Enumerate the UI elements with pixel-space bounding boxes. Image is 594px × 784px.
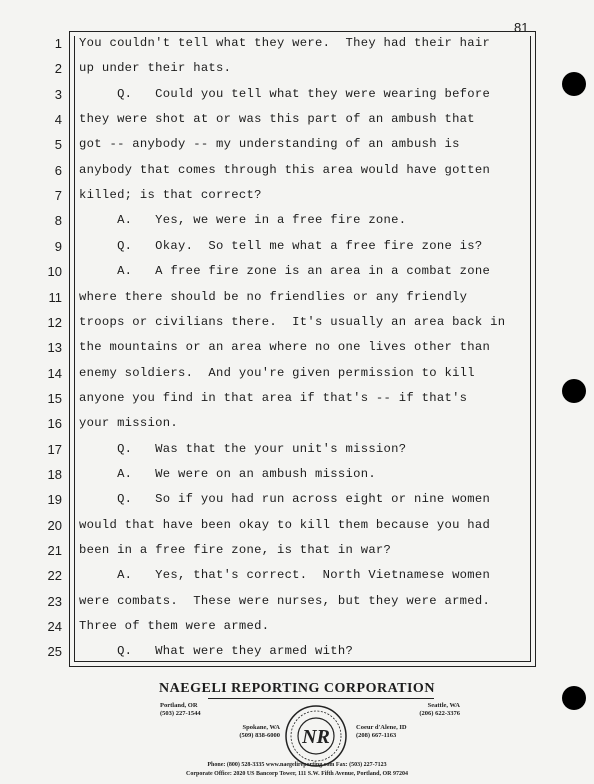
transcript-line bbox=[0, 163, 536, 183]
office-phone: (503) 227-1544 bbox=[160, 710, 201, 717]
line-number: 4 bbox=[54, 112, 62, 128]
transcript-line bbox=[0, 366, 536, 386]
page-number: 81 bbox=[514, 20, 529, 35]
line-text: your mission. bbox=[79, 416, 178, 431]
transcript-line bbox=[0, 416, 536, 436]
line-number: 10 bbox=[47, 264, 62, 280]
transcript-line bbox=[0, 442, 536, 462]
office-phone: (208) 667-1163 bbox=[356, 732, 397, 739]
office-city: Spokane, WA bbox=[242, 724, 280, 731]
line-number: 25 bbox=[47, 644, 62, 660]
line-number: 14 bbox=[47, 365, 62, 381]
line-text: Q. What were they armed with? bbox=[79, 644, 354, 659]
line-text: got -- anybody -- my understanding of an ambush is bbox=[79, 137, 460, 152]
line-number: 11 bbox=[48, 289, 62, 305]
line-text: A. We were on an ambush mission. bbox=[79, 466, 376, 481]
line-number: 22 bbox=[47, 568, 62, 584]
line-number: 18 bbox=[47, 466, 62, 482]
seal-monogram: NR bbox=[302, 726, 330, 748]
office-coeur-dalene bbox=[356, 724, 436, 740]
line-text: troops or civilians there. It's usually an area back in bbox=[79, 314, 506, 329]
transcript-line bbox=[0, 518, 536, 538]
line-text: Q. Okay. So tell me what a free fire zone is? bbox=[79, 238, 483, 253]
transcript-line bbox=[0, 644, 536, 664]
line-number: 19 bbox=[47, 492, 62, 508]
transcript-line bbox=[0, 87, 536, 107]
line-number: 2 bbox=[54, 61, 62, 77]
office-spokane bbox=[200, 724, 280, 740]
office-city: Seattle, WA bbox=[427, 702, 460, 709]
line-number: 12 bbox=[47, 314, 62, 330]
line-text: You couldn't tell what they were. They had their hair bbox=[79, 36, 491, 50]
line-number: 1 bbox=[54, 36, 62, 51]
line-text: were combats. These were nurses, but they were armed. bbox=[79, 593, 491, 608]
line-number: 15 bbox=[47, 390, 62, 406]
line-number: 5 bbox=[54, 137, 62, 153]
office-city: Portland, OR bbox=[160, 702, 198, 709]
line-text: killed; is that correct? bbox=[79, 188, 262, 203]
office-phone: (206) 622-3376 bbox=[419, 710, 460, 717]
transcript-line bbox=[0, 568, 536, 588]
transcript-line bbox=[0, 213, 536, 233]
transcript-line bbox=[0, 594, 536, 614]
line-text: anyone you find in that area if that's -- if that's bbox=[79, 390, 468, 405]
company-seal-icon bbox=[284, 704, 348, 768]
punch-hole-middle bbox=[562, 379, 586, 403]
address-line: Corporate Office: 2020 US Bancorp Tower, 111 S.W. Fifth Avenue, Portland, OR 97204 bbox=[186, 771, 408, 777]
transcript-line bbox=[0, 61, 536, 81]
line-text: would that have been okay to kill them because you had bbox=[79, 517, 491, 532]
line-text: they were shot at or was this part of an ambush that bbox=[79, 112, 475, 127]
transcript-line bbox=[0, 340, 536, 360]
transcript-line bbox=[0, 290, 536, 310]
transcript-line bbox=[0, 492, 536, 512]
company-name: NAEGELI REPORTING CORPORATION bbox=[159, 681, 435, 696]
office-city: Coeur d'Alene, ID bbox=[356, 724, 407, 731]
transcript-line bbox=[0, 467, 536, 487]
line-text: Q. So if you had run across eight or nine women bbox=[79, 492, 491, 507]
company-underline bbox=[208, 698, 434, 699]
line-text: Q. Could you tell what they were wearing before bbox=[79, 86, 491, 101]
line-text: Q. Was that the your unit's mission? bbox=[79, 441, 407, 456]
line-text: Three of them were armed. bbox=[79, 619, 270, 634]
transcript-line bbox=[0, 239, 536, 259]
transcript-line bbox=[0, 315, 536, 335]
punch-hole-top bbox=[562, 72, 586, 96]
transcript-line bbox=[0, 264, 536, 284]
line-number: 21 bbox=[47, 543, 62, 558]
line-text: up under their hats. bbox=[79, 61, 232, 76]
line-number: 24 bbox=[47, 619, 62, 635]
line-number: 16 bbox=[47, 416, 62, 432]
line-number: 8 bbox=[54, 213, 62, 229]
line-text: A. Yes, we were in a free fire zone. bbox=[79, 213, 407, 228]
line-number: 20 bbox=[47, 517, 62, 533]
transcript-line bbox=[0, 36, 536, 56]
line-number: 17 bbox=[47, 441, 62, 457]
line-number: 13 bbox=[47, 340, 62, 356]
office-seattle bbox=[380, 702, 460, 718]
line-number: 6 bbox=[54, 162, 62, 178]
line-text: A. A free fire zone is an area in a combat zone bbox=[79, 264, 491, 279]
line-text: the mountains or an area where no one lives other than bbox=[79, 340, 491, 355]
line-text: A. Yes, that's correct. North Vietnamese women bbox=[79, 568, 491, 583]
line-number: 3 bbox=[54, 86, 62, 102]
transcript-line bbox=[0, 188, 536, 208]
transcript-line bbox=[0, 112, 536, 132]
transcript-line bbox=[0, 391, 536, 411]
contact-line: Phone: (800) 528-3335 www.naegelireporting.com Fax: (503) 227-7123 bbox=[207, 762, 387, 768]
line-number: 9 bbox=[54, 238, 62, 254]
line-text: where there should be no friendlies or any friendly bbox=[79, 289, 468, 304]
line-text: enemy soldiers. And you're given permission to kill bbox=[79, 365, 475, 380]
transcript-line bbox=[0, 137, 536, 157]
transcript-line bbox=[0, 543, 536, 563]
office-portland bbox=[160, 702, 230, 718]
line-number: 23 bbox=[47, 593, 62, 609]
reporting-footer bbox=[0, 670, 594, 784]
line-number: 7 bbox=[54, 188, 62, 204]
office-phone: (509) 838-6000 bbox=[239, 732, 280, 739]
line-text: been in a free fire zone, is that in war? bbox=[79, 543, 392, 557]
transcript-line bbox=[0, 619, 536, 639]
line-text: anybody that comes through this area would have gotten bbox=[79, 162, 491, 177]
